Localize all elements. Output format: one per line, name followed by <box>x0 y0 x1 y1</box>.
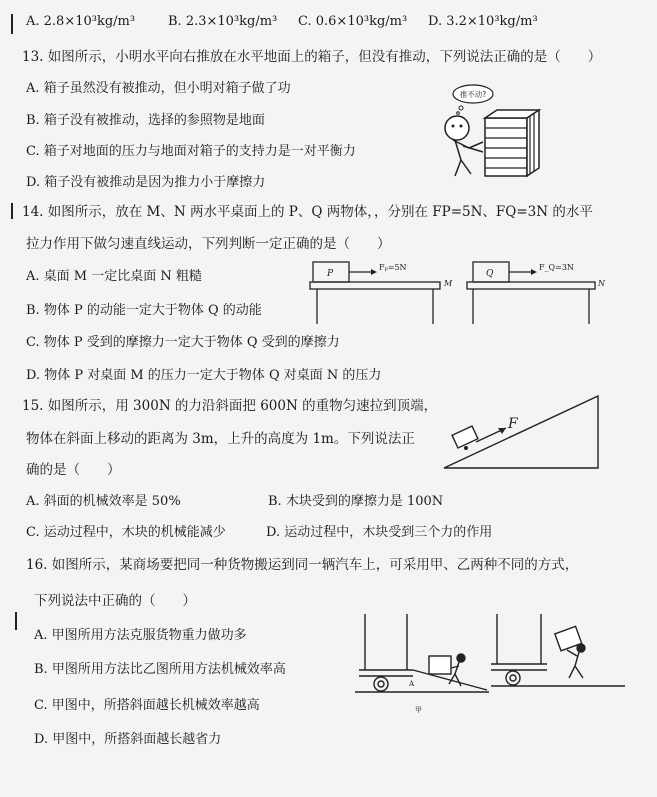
figure-caption-jia: 甲 <box>415 706 422 714</box>
q13-option-b: B. 箱子没有被推动，选择的参照物是地面 <box>26 113 265 128</box>
q16-stem-line1: 16. 如图所示，某商场要把同一种货物搬运到同一辆汽车上，可采用甲、乙两种不同的方式， <box>26 557 579 573</box>
margin-mark <box>15 612 17 630</box>
block-q-label: Q <box>486 269 494 279</box>
q14-option-a: A. 桌面 M 一定比桌面 N 粗糙 <box>26 269 202 284</box>
q14-stem-line2: 拉力作用下做匀速直线运动，下列判断一定正确的是（ ） <box>26 236 391 252</box>
q14-option-b: B. 物体 P 的动能一定大于物体 Q 的动能 <box>26 303 262 318</box>
q15-stem-line1: 15. 如图所示，用 300N 的力沿斜面把 600N 的重物匀速拉到顶端， <box>22 398 438 414</box>
q16-option-c: C. 甲图中，所搭斜面越长机械效率越高 <box>34 698 260 713</box>
q15-option-a: A. 斜面的机械效率是 50% <box>26 494 181 509</box>
slope-label-a: A <box>409 680 415 688</box>
table-n-label: N <box>598 279 605 288</box>
margin-mark <box>11 203 13 219</box>
q13-option-d: D. 箱子没有被推动是因为推力小于摩擦力 <box>26 175 266 190</box>
q16-option-a: A. 甲图所用方法克服货物重力做功多 <box>34 628 247 643</box>
q15-stem-line3: 确的是（ ） <box>26 462 121 478</box>
q15-option-d: D. 运动过程中，木块受到三个力的作用 <box>266 525 493 540</box>
q16-option-d: D. 甲图中，所搭斜面越长越省力 <box>34 732 222 747</box>
q16-option-b: B. 甲图所用方法比乙图所用方法机械效率高 <box>34 662 286 677</box>
prev-option-d: D. 3.2×10³kg/m³ <box>428 14 538 29</box>
q16-figure <box>355 610 640 720</box>
table-m-label: M <box>444 279 453 288</box>
force-p-label: Fₚ=5N <box>379 263 407 272</box>
force-q-label: F_Q=3N <box>539 263 574 272</box>
q15-stem-line2: 物体在斜面上移动的距离为 3m，上升的高度为 1m。下列说法正 <box>26 431 415 447</box>
q13-option-c: C. 箱子对地面的压力与地面对箱子的支持力是一对平衡力 <box>26 144 356 159</box>
q14-figure <box>305 258 625 328</box>
q16-stem-line2: 下列说法中正确的（ ） <box>34 593 196 609</box>
q15-option-b: B. 木块受到的摩擦力是 100N <box>268 494 444 509</box>
q14-stem-line1: 14. 如图所示，放在 M、N 两水平桌面上的 P、Q 两物体，，分别在 FP=5N、FQ=3N 的水平 <box>22 204 593 220</box>
q15-figure <box>440 392 610 474</box>
prev-option-c: C. 0.6×10³kg/m³ <box>298 14 408 29</box>
q14-option-c: C. 物体 P 受到的摩擦力一定大于物体 Q 受到的摩擦力 <box>26 335 340 350</box>
q14-option-d: D. 物体 P 对桌面 M 的压力一定大于物体 Q 对桌面 N 的压力 <box>26 368 382 383</box>
q13-stem: 13. 如图所示，小明水平向右推放在水平地面上的箱子，但没有推动，下列说法正确的是（ ） <box>22 49 602 65</box>
prev-option-a: A. 2.8×10³kg/m³ <box>26 14 136 29</box>
q13-option-a: A. 箱子虽然没有被推动，但小明对箱子做了功 <box>26 81 291 96</box>
q13-figure <box>425 80 545 185</box>
bubble-text: 推不动? <box>459 90 487 99</box>
prev-option-b: B. 2.3×10³kg/m³ <box>168 14 278 29</box>
force-f-label: F <box>508 416 518 432</box>
q15-option-c: C. 运动过程中，木块的机械能减少 <box>26 525 226 540</box>
block-p-label: P <box>327 269 334 279</box>
margin-mark <box>11 14 13 34</box>
